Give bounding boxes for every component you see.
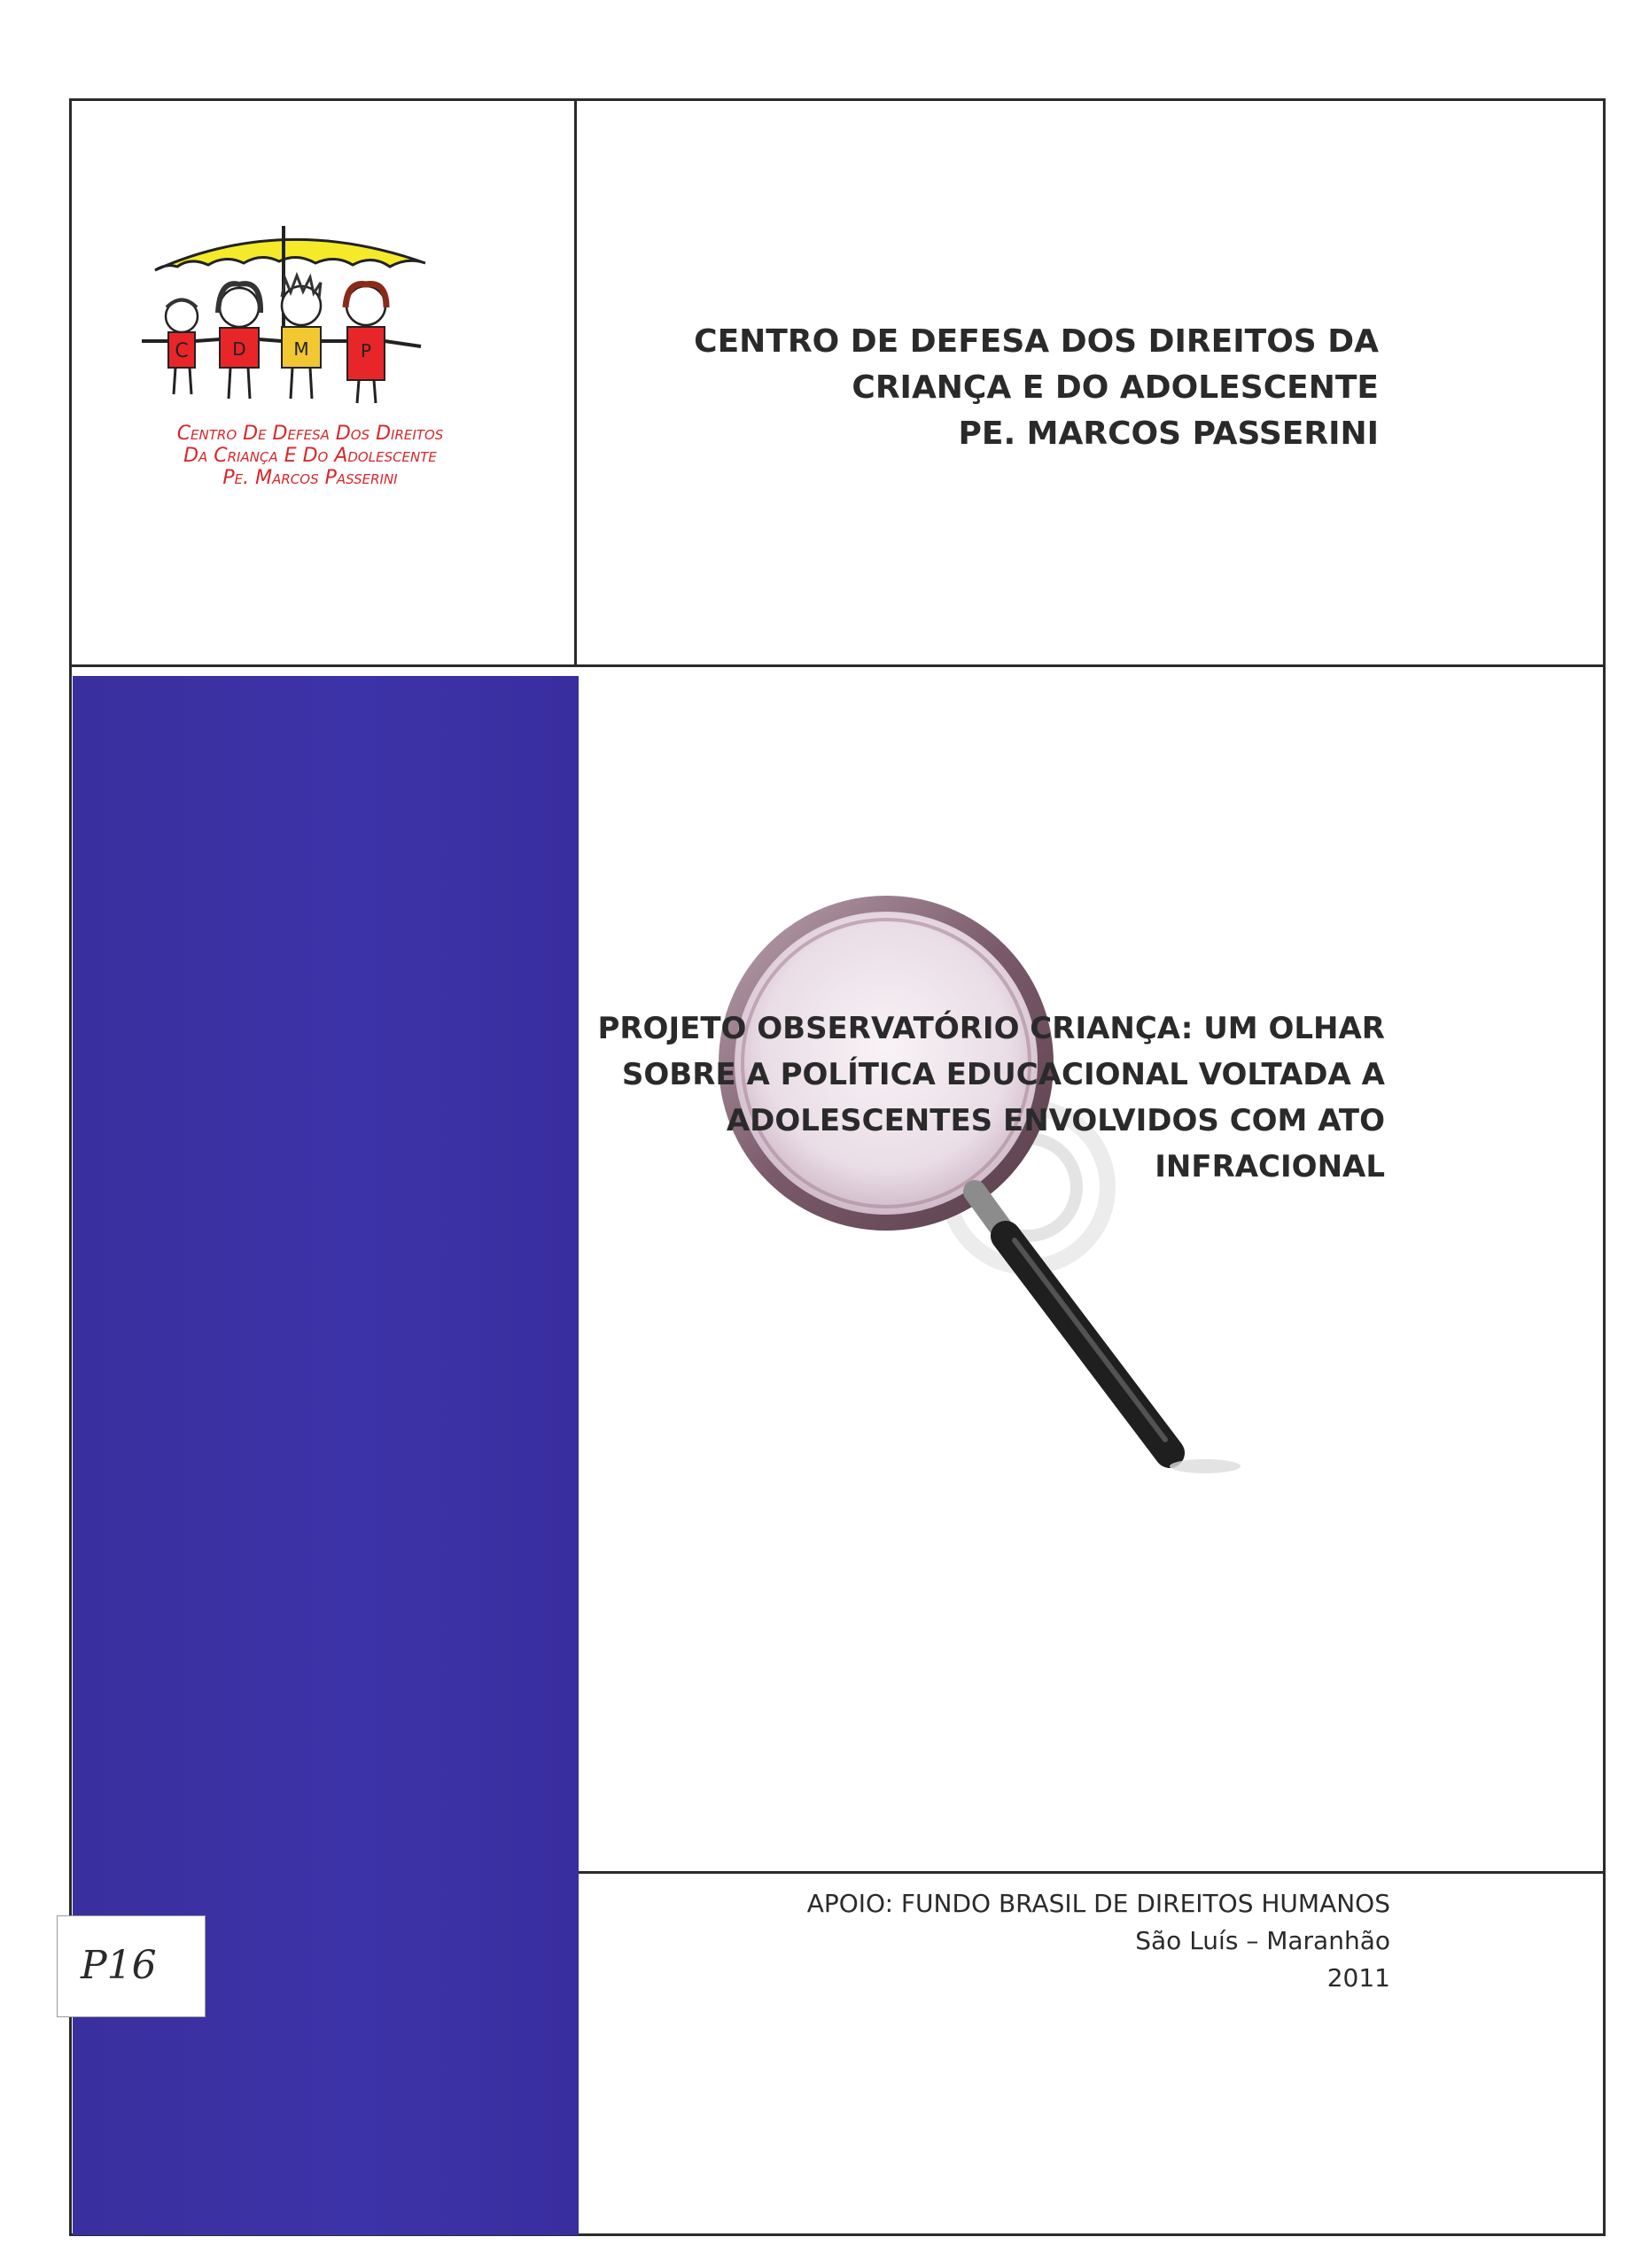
support-footer bbox=[807, 1885, 1390, 1997]
logo-letter-c: C bbox=[175, 340, 189, 362]
logo-caption-line-2: Da Criança E Do Adolescente bbox=[183, 445, 437, 467]
logo-letter-p: P bbox=[360, 340, 372, 361]
project-title-line-2: SOBRE A POLÍTICA EDUCACIONAL VOLTADA A bbox=[621, 1057, 1385, 1092]
org-title-line-2: CRIANÇA E DO ADOLESCENTE bbox=[852, 369, 1379, 406]
cdmp-logo bbox=[115, 208, 505, 509]
handwritten-sticker bbox=[57, 1915, 206, 2017]
project-title-line-4: INFRACIONAL bbox=[1155, 1149, 1385, 1184]
top-section-divider bbox=[69, 664, 1606, 667]
project-title-line-1: PROJETO OBSERVATÓRIO CRIANÇA: UM OLHAR bbox=[597, 1011, 1385, 1046]
org-title-line-3: PE. MARCOS PASSERINI bbox=[958, 416, 1379, 452]
logo-caption-line-3: Pe. Marcos Passerini bbox=[222, 467, 398, 489]
year-line: 2011 bbox=[1326, 1963, 1390, 1992]
logo-caption bbox=[115, 423, 505, 489]
logo-illustration bbox=[115, 208, 505, 425]
logo-letter-m: M bbox=[293, 338, 309, 360]
support-line: APOIO: FUNDO BRASIL DE DIREITOS HUMANOS bbox=[806, 1889, 1390, 1918]
footer-divider bbox=[579, 1871, 1606, 1874]
location-line: São Luís – Maranhão bbox=[1135, 1926, 1390, 1955]
project-title-line-3: ADOLESCENTES ENVOLVIDOS COM ATO bbox=[726, 1103, 1385, 1138]
organization-title bbox=[694, 319, 1379, 457]
logo-letter-d: D bbox=[232, 338, 246, 360]
org-title-line-1: CENTRO DE DEFESA DOS DIREITOS DA bbox=[694, 323, 1379, 360]
top-column-divider bbox=[574, 98, 577, 667]
project-title bbox=[597, 1006, 1385, 1190]
sticker-label: P16 bbox=[81, 1943, 157, 1988]
logo-caption-line-1: Centro De Defesa Dos Direitos bbox=[176, 423, 444, 445]
